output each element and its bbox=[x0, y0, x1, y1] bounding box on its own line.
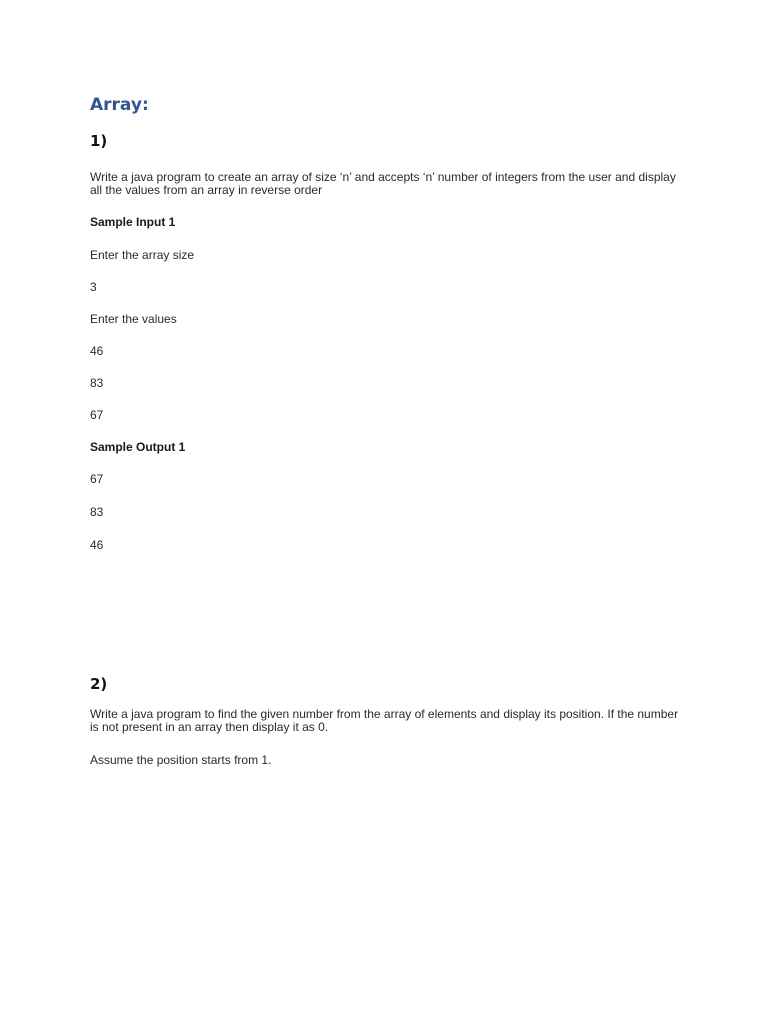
question-1-description: Write a java program to create an array of size ‘n’ and accepts ‘n’ number of integers from the user and display all the values from an array in reverse order bbox=[90, 170, 676, 197]
input-line: Enter the array size bbox=[90, 248, 195, 262]
output-line: 67 bbox=[90, 472, 104, 486]
question-2-description: Write a java program to find the given number from the array of elements and display its position. If the number is not present in an array then display it as 0. bbox=[90, 707, 679, 734]
page-title: Array: bbox=[90, 95, 149, 115]
question-2-number: 2) bbox=[90, 675, 108, 693]
input-line: 46 bbox=[90, 344, 104, 358]
sample-output-1-label: Sample Output 1 bbox=[90, 440, 186, 454]
input-line: 83 bbox=[90, 376, 104, 390]
question-1-number: 1) bbox=[90, 132, 108, 150]
question-2-note: Assume the position starts from 1. bbox=[90, 753, 272, 767]
input-line: 67 bbox=[90, 408, 104, 422]
input-line: 3 bbox=[90, 280, 97, 294]
sample-input-1-label: Sample Input 1 bbox=[90, 215, 176, 229]
output-line: 46 bbox=[90, 538, 104, 552]
output-line: 83 bbox=[90, 505, 104, 519]
input-line: Enter the values bbox=[90, 312, 177, 326]
